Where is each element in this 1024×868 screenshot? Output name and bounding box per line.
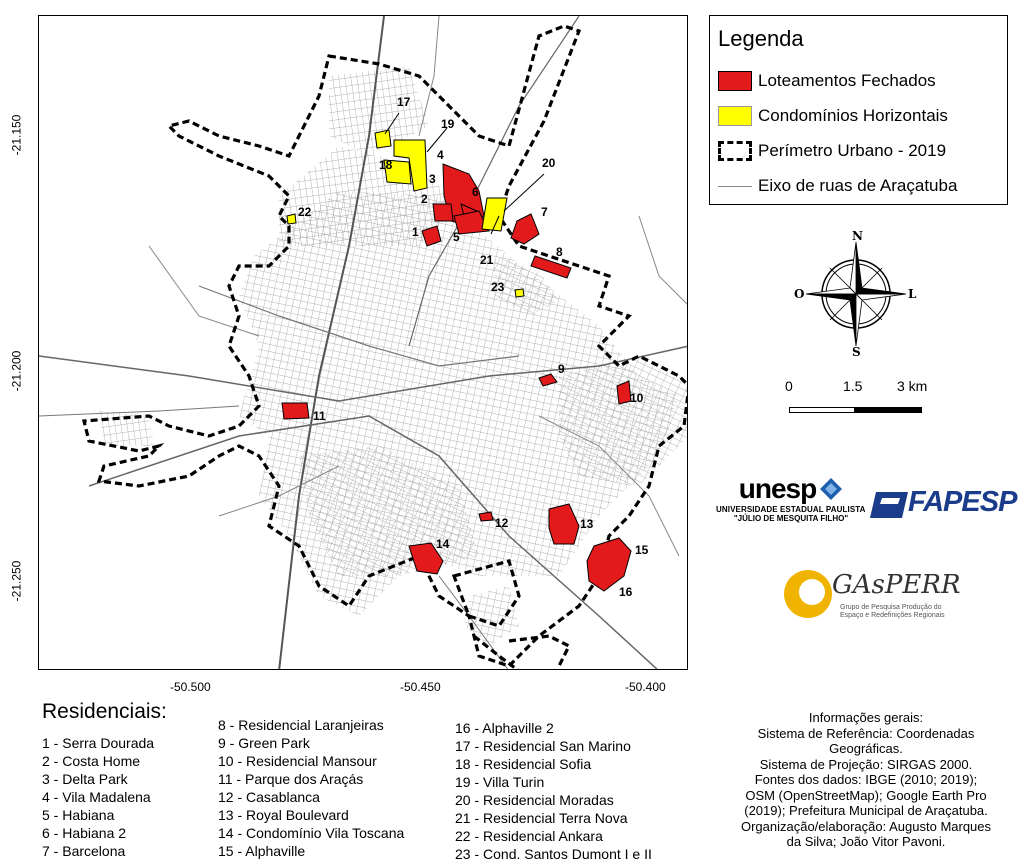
legend-label: Eixo de ruas de Araçatuba	[758, 176, 958, 195]
residencial-item: 4 - Vila Madalena	[42, 789, 151, 805]
residencial-item: 17 - Residencial San Marino	[455, 738, 631, 754]
yellow-fill-swatch	[718, 106, 752, 126]
map-label: 17	[397, 95, 411, 109]
residencial-item: 16 - Alphaville 2	[455, 720, 554, 736]
residencial-item: 6 - Habiana 2	[42, 825, 127, 841]
scale-tick: 1.5	[843, 378, 863, 394]
map-label: 11	[313, 409, 326, 423]
unesp-logo	[716, 473, 866, 523]
info-line: Organização/elaboração: Augusto Marques	[740, 818, 992, 834]
residencial-item: 18 - Residencial Sofia	[455, 756, 592, 772]
map-label: 13	[580, 517, 594, 531]
map-label: 18	[379, 158, 393, 172]
red-fill-swatch	[718, 71, 752, 91]
residenciais-title: Residenciais:	[42, 700, 167, 723]
x-tick-label: -50.500	[170, 680, 211, 694]
scale-tick: 3 km	[897, 378, 928, 394]
scale-bar	[785, 378, 930, 418]
residencial-item: 10 - Residencial Mansour	[218, 753, 377, 769]
unesp-subtitle-2: "JÚLIO DE MESQUITA FILHO"	[733, 514, 849, 523]
fapesp-logo: FAPESP	[908, 486, 1017, 518]
map-label: 5	[453, 230, 460, 244]
scale-tick: 0	[785, 378, 793, 394]
compass-rose-icon	[792, 228, 922, 358]
map-label: 6	[472, 185, 479, 199]
y-tick-label: -21.250	[9, 560, 24, 602]
x-tick-label: -50.450	[400, 680, 441, 694]
unesp-wordmark: unesp	[738, 473, 817, 504]
map-label: 10	[630, 391, 644, 405]
y-tick-label: -21.200	[9, 350, 24, 392]
info-line: Geográficas.	[829, 741, 903, 756]
residencial-item: 2 - Costa Home	[42, 753, 141, 769]
legend-label: Loteamentos Fechados	[758, 71, 936, 90]
scale-bar-left	[789, 407, 855, 413]
gasperr-subtitle: Grupo de Pesquisa Produção do Espaço e Redefinições Regionais	[840, 604, 945, 619]
residencial-item: 1 - Serra Dourada	[42, 735, 155, 751]
residencial-item: 19 - Villa Turin	[455, 774, 545, 790]
residencial-item: 20 - Residencial Moradas	[455, 792, 614, 808]
compass-s: S	[852, 345, 861, 358]
residencial-item: 23 - Cond. Santos Dumont I e II	[455, 846, 652, 862]
scale-bar-right	[854, 407, 922, 413]
gasperr-circle-icon	[780, 564, 840, 624]
residencial-item: 5 - Habiana	[42, 807, 115, 823]
residencial-item: 7 - Barcelona	[42, 843, 126, 859]
legend-title: Legenda	[718, 26, 804, 51]
legend-label: Condomínios Horizontais	[758, 106, 948, 125]
info-line: Sistema de Referência: Coordenadas	[757, 725, 975, 741]
unesp-subtitle: UNIVERSIDADE ESTADUAL PAULISTA	[716, 505, 866, 514]
residencial-item: 3 - Delta Park	[42, 771, 128, 787]
map-label: 16	[619, 585, 633, 599]
info-line: da Silva; João Vitor Pavoni.	[786, 834, 946, 849]
gasperr-wordmark: GAsPERR	[832, 570, 961, 600]
map-label: 15	[635, 543, 649, 557]
map-label: 21	[480, 253, 494, 267]
residencial-item: 11 - Parque dos Araçás	[218, 771, 364, 787]
compass-n: N	[852, 229, 863, 243]
compass-o: O	[794, 287, 805, 301]
residencial-item: 12 - Casablanca	[218, 789, 320, 805]
map-label: 20	[542, 156, 556, 170]
residencial-item: 22 - Residencial Ankara	[455, 828, 603, 844]
residencial-item: 21 - Residencial Terra Nova	[455, 810, 628, 826]
legend-item-loteamentos	[718, 69, 936, 93]
residencial-item: 14 - Condomínio Vila Toscana	[218, 825, 405, 841]
info-line: Sistema de Projeção: SIRGAS 2000.	[759, 756, 973, 772]
map-frame	[38, 15, 688, 670]
legend-label: Perímetro Urbano - 2019	[758, 141, 947, 160]
map-label: 12	[495, 516, 509, 530]
grey-line-swatch	[718, 186, 752, 187]
map-label: 14	[436, 537, 450, 551]
residencial-item: 13 - Royal Boulevard	[218, 807, 349, 823]
map-label: 9	[558, 362, 565, 376]
map-label: 8	[556, 245, 563, 259]
map-label: 4	[437, 148, 444, 162]
info-line: Informações gerais:	[808, 710, 924, 725]
dashed-outline-swatch	[718, 141, 752, 161]
residencial-item: 9 - Green Park	[218, 735, 310, 751]
map-canvas	[39, 16, 688, 670]
fapesp-mark-icon	[868, 488, 910, 522]
residencial-item: 15 - Alphaville	[218, 843, 306, 859]
legend-item-ruas	[718, 174, 957, 198]
map-label: 3	[429, 172, 436, 186]
gasperr-logo	[780, 564, 960, 624]
x-tick-label: -50.400	[625, 680, 666, 694]
info-line: (2019); Prefeitura Municipal de Araçatuba.	[744, 803, 988, 818]
unesp-diamond-icon	[819, 477, 843, 501]
legend-item-condominios	[718, 104, 948, 128]
map-label: 22	[298, 205, 312, 219]
legend	[709, 15, 1008, 205]
compass-l: L	[908, 287, 917, 301]
map-label: 7	[541, 205, 548, 219]
info-line: Fontes dos dados: IBGE (2010; 2019);	[754, 772, 978, 787]
info-block	[730, 710, 1002, 850]
map-label: 2	[421, 192, 428, 206]
y-tick-label: -21.150	[9, 114, 24, 156]
map-label: 23	[491, 280, 505, 294]
info-line: OSM (OpenStreetMap); Google Earth Pro	[745, 787, 987, 803]
residencial-item: 8 - Residencial Laranjeiras	[218, 717, 384, 733]
map-label: 1	[412, 225, 419, 239]
map-label: 19	[441, 117, 455, 131]
legend-item-perimetro	[718, 139, 946, 163]
